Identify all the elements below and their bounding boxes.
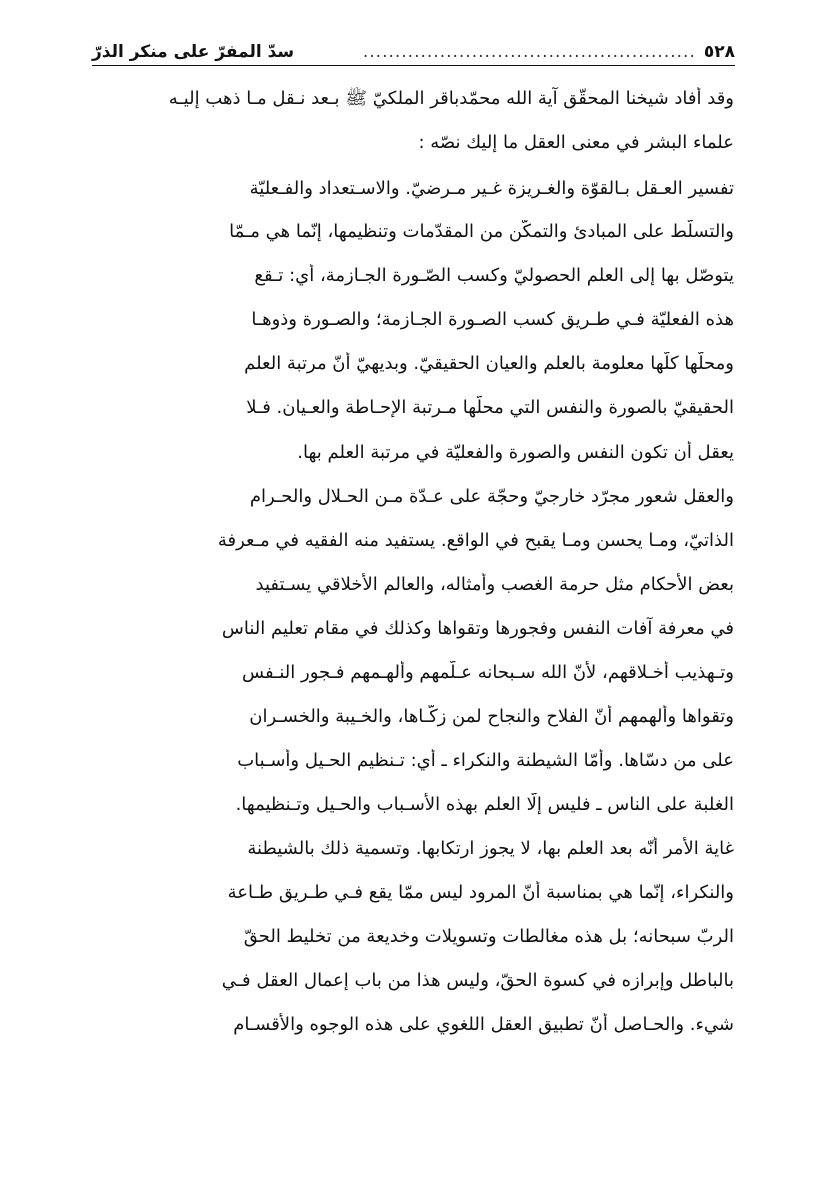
quote-line: تفسير العـقل بـالقوّة والغـريزة غـير مـرضيّ. والاسـتعداد والفـعليّة bbox=[249, 178, 734, 199]
quote-line: ومحلّها كلّها معلومة بالعلم والعيان الحقيقيّ. وبديهيّ أنّ مرتبة العلم bbox=[244, 353, 734, 374]
quote-line: الذاتيّ، ومـا يحسن ومـا يقبح في الواقع. يستفيد منه الفقيه في مـعرفة bbox=[217, 530, 734, 551]
quote-line: شيء. والحـاصل أنّ تطبيق العقل اللغوي على هذه الوجوه والأقسـام bbox=[233, 1014, 734, 1035]
intro-line: علماء البشر في معنى العقل ما إليك نصّه : bbox=[418, 132, 734, 153]
quote-line: الربّ سبحانه؛ بل هذه مغالطات وتسويلات وخديعة من تخليط الحقّ bbox=[243, 926, 734, 947]
running-header bbox=[92, 28, 735, 62]
quote-line: والعقل شعور مجرّد خارجيّ وحجّة على عـدّة مـن الحـلال والحـرام bbox=[249, 486, 734, 507]
quote-line: بعض الأحكام مثل حرمة الغصب وأمثاله، والعالم الأخلاقي يسـتفيد bbox=[255, 574, 734, 595]
quote-line: في معرفة آفات النفس وفجورها وتقواها وكذلك في مقام تعليم الناس bbox=[221, 618, 734, 639]
quote-line: والنكراء، إنّما هي بمناسبة أنّ المرود ليس ممّا يقع فـي طـريق طـاعة bbox=[227, 882, 734, 903]
header-dot-leader: .................................................... bbox=[362, 42, 696, 62]
intro-line: وقد أفاد شيخنا المحقّق آية الله محمّدباقر الملكيّ ﷺ بـعد نـقل مـا ذهب إليـه bbox=[168, 88, 734, 109]
quote-line: بالباطل وإبرازه في كسوة الحقّ، وليس هذا من باب إعمال العقل فـي bbox=[221, 970, 734, 991]
quote-line: هذه الفعليّة فـي طـريق كسب الصـورة الجـازمة؛ والصـورة وذوهـا bbox=[251, 309, 734, 330]
quote-line: الغلبة على الناس ـ فليس إلّا العلم بهذه الأسـباب والحـيل وتـنظيمها. bbox=[235, 794, 734, 815]
quote-line: الحقيقيّ بالصورة والنفس التي محلّها مـرتبة الإحـاطة والعـيان. فـلا bbox=[246, 397, 734, 418]
quote-line: وتقواها وألهمهم أنّ الفلاح والنجاح لمن زكّـاها، والخـيبة والخسـران bbox=[249, 706, 734, 727]
quote-line: والتسلّط على المبادئ والتمكّن من المقدّمات وتنظيمها، إنّما هي مـمّا bbox=[229, 221, 734, 242]
page-number: ٥٢٨ bbox=[703, 42, 735, 62]
quote-line: يتوصّل بها إلى العلم الحصوليّ وكسب الصّـورة الجـازمة، أي: تـقع bbox=[254, 265, 734, 286]
header-rule bbox=[92, 65, 735, 66]
quote-line: وتـهذيب أخـلاقهم، لأنّ الله سـبحانه عـلّمهم وألهـمهم فـجور النـفس bbox=[242, 662, 734, 683]
book-title: سدّ المفرّ على منكر الذرّ bbox=[92, 42, 295, 62]
quote-line: يعقل أن تكون النفس والصورة والفعليّة في مرتبة العلم بها. bbox=[297, 442, 734, 463]
quote-line: غاية الأمر أنّه بعد العلم بها، لا يجوز ارتكابها. وتسمية ذلك بالشيطنة bbox=[247, 838, 734, 859]
quote-line: على من دسّاها. وأمّا الشيطنة والنكراء ـ أي: تـنظيم الحـيل وأسـباب bbox=[237, 750, 734, 771]
